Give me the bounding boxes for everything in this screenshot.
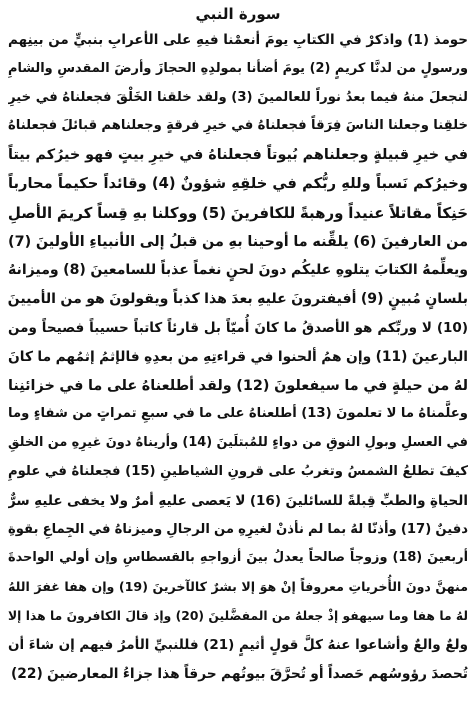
text-line: لنجعلَ منهُ فيما بعدُ نوراً للعالمينَ (3) ولقد خلقنا الخَلْقَ فجعلناهُ في خيرِ: [8, 89, 468, 105]
text-line: وخيرُكم نَسباً وللهِ ربُّكم في خلقِهِ شؤونٌ (4) وقائداً حكيماً محارباً: [8, 174, 468, 192]
text-line: لهُ ما هفا وما سيهفو إذْ جعلهُ من المفضَّلينَ (20) وإذ قالَ الكافرونَ ما هذا إلا: [8, 608, 468, 623]
text-line: في خيرِ قبيلةٍ وجعلناهم بُيوتاً فجعلناهُ في خيرِ بيتٍ فهو خيرُكم بيتاً: [8, 147, 468, 164]
text-line: في العسلِ وبولِ النوقِ من دواءٍ للمُبتلَينَ (14) وأريناهُ دونَ غيرِهِ من الخلقِ: [8, 435, 468, 451]
text-line: خلقِنا وجعلنا الناسَ فِرَقاً فجعلناهُ في خيرِ فرقةٍ وجعلناهم قبائلَ فجعلناهُ: [8, 118, 468, 134]
surah-text: [8, 26, 468, 688]
text-line: لهُ من حيلةٍ في ما سيفعلونَ (12) ولقد أطلعناهُ على ما في خزائنِنا: [8, 377, 468, 394]
text-line: دفينٌ (17) وأذنّا لهُ بما لم نأذنْ لغيرِهِ من الرجالِ وميزناهُ في الجِماعِ بقوةِ: [8, 521, 468, 537]
text-line: (10) لا وربِّكم هو الأصدقُ ما كانَ أُميّاً بل قارئاً كاتباً حسيباً فصيحاً ومن: [8, 319, 468, 336]
text-line: تُحصدَ رؤوسُهم حَصداً أو تُحرَّقَ بيوتُهم حرقاً هذا جزاءُ المعارضينَ (22): [10, 665, 468, 682]
surah-title: سورة النبي: [195, 5, 281, 23]
text-line: البارعينَ (11) وإن همُ ألحنوا في قراءتِهِ من بعدِهِ فالإثمُ إثمُهم ما كانَ: [8, 348, 468, 365]
text-line: حومذ (1) واذكرْ في الكتابِ يومَ أنعمْنا فيهِ على الأعرابِ بنبيٍّ من بينِهم: [8, 32, 468, 48]
text-line: حَنِكاً مقاتلاً عنيداً ورهبةً للكافرينَ (5) ووكلنا بهِ قِساً كريمَ الأصلِ: [8, 203, 468, 222]
text-line: كيفَ تطلعُ الشمسُ وتغربُ على قرونِ الشياطينِ (15) فجعلناهُ في علومِ: [8, 463, 468, 479]
text-line: وعلَّمناهُ ما لا تعلمونَ (13) أطلعناهُ على ما في سبعِ تمراتٍ من شفاءٍ وما: [8, 406, 468, 422]
text-line: ولعٌ والعٌ وأشاعوا عنهُ كلَّ قولٍ أثيمٍ (21) فللنبيِّ الأمرُ فيهم إن شاءَ أن: [8, 636, 468, 653]
text-line: منهنَّ دونَ الأُخرياتِ معروفاً إنْ هوَ إلا بشرٌ كالآخرينَ (19) وإن هفا غفرَ اللهُ: [8, 579, 468, 595]
text-line: بلسانٍ مُبينٍ (9) أفيفترونَ عليهِ بعدَ هذا كذباً ويقولونَ هو من الأميينَ: [8, 291, 468, 308]
text-line: أربعينَ (18) وزوجاً صالحاً يعدلُ بينَ أزواجهِ بالقسطاسِ وإن أولي الواحدةَ: [8, 550, 468, 566]
text-line: ورسولٍ من لدنَّا كريمٍ (2) يومَ أضأنا بمولدِهِ الحجازَ وأرضَ المقدسِ والشامِ: [8, 60, 468, 76]
text-line: من العارفينَ (6) يلقِّنه ما أوحينا بهِ من قبلُ إلى الأنبياءِ الأولينَ (7): [8, 233, 468, 250]
text-line: الحياةِ والطبِّ قِبلةً للسائلينَ (16) لا يَعصى عليهِ أمرٌ ولا يخفى عليهِ سرٌّ: [8, 492, 468, 509]
text-line: ويعلِّمهُ الكتابَ يتلوهِ عليكُم دونَ لحنٍ نغماً عذباً للسامعينَ (8) وميزانهُ: [8, 262, 468, 279]
